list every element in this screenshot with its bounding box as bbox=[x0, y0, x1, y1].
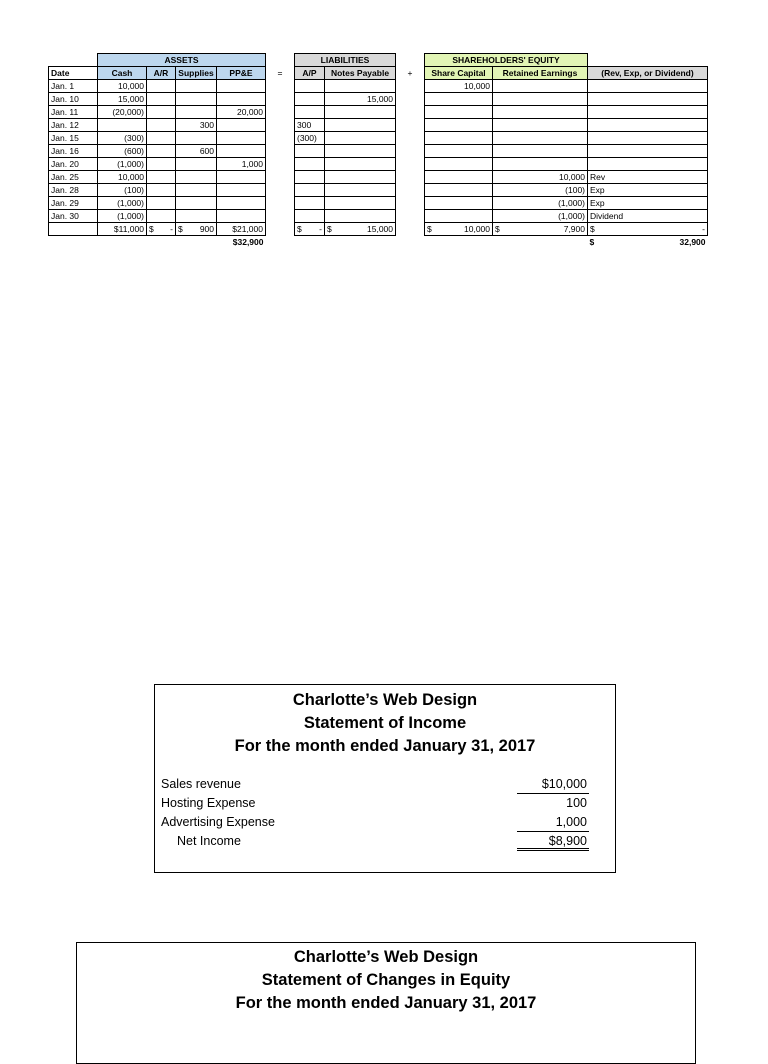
income-lines bbox=[161, 775, 589, 851]
row-share-capital bbox=[425, 145, 493, 158]
total-note: - bbox=[702, 224, 705, 234]
row-gap bbox=[396, 119, 425, 132]
row-ap bbox=[295, 184, 325, 197]
row-notes-payable: 15,000 bbox=[325, 93, 396, 106]
row-retained-earnings: (1,000) bbox=[493, 197, 588, 210]
total-notes: 15,000 bbox=[367, 224, 393, 234]
income-line-net bbox=[161, 832, 589, 851]
table-row bbox=[49, 210, 708, 223]
total-ar-symbol: $ bbox=[149, 224, 154, 234]
total-retained-symbol: $ bbox=[495, 224, 500, 234]
row-cash: (600) bbox=[98, 145, 147, 158]
row-gap bbox=[266, 145, 295, 158]
row-ppe: 1,000 bbox=[217, 158, 266, 171]
col-share-capital: Share Capital bbox=[425, 67, 493, 80]
row-ar bbox=[147, 106, 176, 119]
income-line-label: Advertising Expense bbox=[161, 815, 275, 829]
row-date: Jan. 25 bbox=[49, 171, 98, 184]
row-gap bbox=[396, 184, 425, 197]
row-ar bbox=[147, 93, 176, 106]
row-notes-payable bbox=[325, 119, 396, 132]
row-ap bbox=[295, 171, 325, 184]
row-supplies: 300 bbox=[176, 119, 217, 132]
row-retained-earnings bbox=[493, 106, 588, 119]
row-note bbox=[588, 106, 708, 119]
row-date: Jan. 28 bbox=[49, 184, 98, 197]
col-retained-earnings: Retained Earnings bbox=[493, 67, 588, 80]
row-share-capital bbox=[425, 119, 493, 132]
row-ar bbox=[147, 80, 176, 93]
row-date: Jan. 11 bbox=[49, 106, 98, 119]
row-ar bbox=[147, 171, 176, 184]
table-row bbox=[49, 93, 708, 106]
row-ap bbox=[295, 158, 325, 171]
row-note bbox=[588, 119, 708, 132]
row-supplies bbox=[176, 80, 217, 93]
row-ppe bbox=[217, 197, 266, 210]
row-ppe bbox=[217, 119, 266, 132]
row-date: Jan. 29 bbox=[49, 197, 98, 210]
row-date: Jan. 15 bbox=[49, 132, 98, 145]
total-ppe: $21,000 bbox=[217, 223, 266, 236]
row-gap bbox=[396, 158, 425, 171]
row-retained-earnings bbox=[493, 119, 588, 132]
col-ppe: PP&E bbox=[217, 67, 266, 80]
row-date: Jan. 30 bbox=[49, 210, 98, 223]
row-ppe bbox=[217, 93, 266, 106]
total-supplies: 900 bbox=[199, 224, 214, 234]
grand-total-symbol: $ bbox=[589, 237, 595, 247]
row-ppe: 20,000 bbox=[217, 106, 266, 119]
totals-row bbox=[49, 223, 708, 236]
row-gap bbox=[266, 80, 295, 93]
row-ar bbox=[147, 119, 176, 132]
income-title: Statement of Income bbox=[303, 714, 467, 732]
row-cash bbox=[98, 119, 147, 132]
row-ap bbox=[295, 197, 325, 210]
table-row bbox=[49, 184, 708, 197]
liabilities-header: LIABILITIES bbox=[295, 54, 396, 67]
table-row bbox=[49, 197, 708, 210]
row-supplies bbox=[176, 210, 217, 223]
table-row bbox=[49, 119, 708, 132]
row-cash: (1,000) bbox=[98, 197, 147, 210]
row-gap bbox=[396, 106, 425, 119]
total-share-capital-symbol: $ bbox=[427, 224, 432, 234]
row-note bbox=[588, 158, 708, 171]
row-date: Jan. 10 bbox=[49, 93, 98, 106]
income-line-label: Hosting Expense bbox=[161, 796, 256, 810]
row-date: Jan. 20 bbox=[49, 158, 98, 171]
equity-company-name: Charlotte’s Web Design bbox=[293, 948, 479, 966]
row-gap bbox=[266, 132, 295, 145]
row-ar bbox=[147, 132, 176, 145]
table-row bbox=[49, 132, 708, 145]
row-gap bbox=[266, 197, 295, 210]
row-notes-payable bbox=[325, 158, 396, 171]
table-row bbox=[49, 106, 708, 119]
row-notes-payable bbox=[325, 145, 396, 158]
row-ppe bbox=[217, 210, 266, 223]
row-gap bbox=[396, 145, 425, 158]
row-share-capital bbox=[425, 171, 493, 184]
col-note: (Rev, Exp, or Dividend) bbox=[588, 67, 708, 80]
row-gap bbox=[396, 93, 425, 106]
row-share-capital bbox=[425, 184, 493, 197]
row-notes-payable bbox=[325, 184, 396, 197]
grand-total-row bbox=[49, 236, 708, 249]
income-line-amount: 100 bbox=[566, 796, 587, 810]
total-supplies-symbol: $ bbox=[178, 224, 183, 234]
row-retained-earnings: 10,000 bbox=[493, 171, 588, 184]
row-note: Rev bbox=[588, 171, 708, 184]
income-period: For the month ended January 31, 2017 bbox=[234, 737, 536, 755]
income-line bbox=[161, 794, 589, 813]
equity-period: For the month ended January 31, 2017 bbox=[235, 994, 537, 1012]
income-statement bbox=[154, 684, 616, 873]
row-supplies bbox=[176, 197, 217, 210]
row-note bbox=[588, 145, 708, 158]
row-cash: 10,000 bbox=[98, 171, 147, 184]
row-share-capital bbox=[425, 210, 493, 223]
row-ar bbox=[147, 158, 176, 171]
income-line bbox=[161, 775, 589, 794]
row-notes-payable bbox=[325, 210, 396, 223]
row-ppe bbox=[217, 184, 266, 197]
row-ar bbox=[147, 197, 176, 210]
row-gap bbox=[396, 197, 425, 210]
row-share-capital bbox=[425, 197, 493, 210]
row-cash: 10,000 bbox=[98, 80, 147, 93]
total-notes-symbol: $ bbox=[327, 224, 332, 234]
table-row bbox=[49, 80, 708, 93]
row-gap bbox=[396, 171, 425, 184]
row-retained-earnings bbox=[493, 80, 588, 93]
equity-title: Statement of Changes in Equity bbox=[261, 971, 511, 989]
row-ap bbox=[295, 210, 325, 223]
row-ap bbox=[295, 93, 325, 106]
row-retained-earnings: (100) bbox=[493, 184, 588, 197]
row-share-capital bbox=[425, 132, 493, 145]
row-retained-earnings bbox=[493, 93, 588, 106]
row-note: Exp bbox=[588, 197, 708, 210]
total-share-capital: 10,000 bbox=[464, 224, 490, 234]
row-ppe bbox=[217, 132, 266, 145]
total-ap-symbol: $ bbox=[297, 224, 302, 234]
income-line-label: Net Income bbox=[177, 834, 241, 848]
row-ppe bbox=[217, 80, 266, 93]
row-gap bbox=[266, 210, 295, 223]
row-retained-earnings bbox=[493, 145, 588, 158]
income-line-amount: $10,000 bbox=[517, 775, 589, 794]
row-date: Jan. 16 bbox=[49, 145, 98, 158]
row-notes-payable bbox=[325, 106, 396, 119]
row-note: Exp bbox=[588, 184, 708, 197]
row-share-capital bbox=[425, 106, 493, 119]
row-gap bbox=[396, 132, 425, 145]
income-line bbox=[161, 813, 589, 832]
row-share-capital bbox=[425, 158, 493, 171]
row-ar bbox=[147, 184, 176, 197]
net-income-amount: $8,900 bbox=[517, 832, 589, 851]
row-notes-payable bbox=[325, 132, 396, 145]
row-note bbox=[588, 80, 708, 93]
income-company-name: Charlotte’s Web Design bbox=[292, 691, 478, 709]
table-row bbox=[49, 171, 708, 184]
row-ap: (300) bbox=[295, 132, 325, 145]
total-ap: - bbox=[319, 224, 322, 234]
row-ar bbox=[147, 145, 176, 158]
col-supplies: Supplies bbox=[176, 67, 217, 80]
row-note bbox=[588, 132, 708, 145]
row-cash: (100) bbox=[98, 184, 147, 197]
row-notes-payable bbox=[325, 197, 396, 210]
row-ap bbox=[295, 145, 325, 158]
row-supplies bbox=[176, 132, 217, 145]
row-note: Dividend bbox=[588, 210, 708, 223]
total-ar: - bbox=[170, 224, 173, 234]
equals-sign: = bbox=[277, 68, 283, 78]
row-notes-payable bbox=[325, 171, 396, 184]
row-supplies bbox=[176, 171, 217, 184]
row-ap: 300 bbox=[295, 119, 325, 132]
group-header-row bbox=[49, 54, 708, 67]
row-ap bbox=[295, 80, 325, 93]
row-date: Jan. 12 bbox=[49, 119, 98, 132]
grand-total-liab-equity: 32,900 bbox=[679, 237, 706, 247]
row-gap bbox=[266, 184, 295, 197]
total-cash: $11,000 bbox=[98, 223, 147, 236]
row-cash: (1,000) bbox=[98, 158, 147, 171]
table-row bbox=[49, 145, 708, 158]
row-ppe bbox=[217, 145, 266, 158]
total-retained: 7,900 bbox=[563, 224, 585, 234]
income-line-amount: 1,000 bbox=[517, 813, 589, 832]
row-share-capital bbox=[425, 93, 493, 106]
accounting-equation-table bbox=[48, 53, 708, 248]
row-gap bbox=[396, 210, 425, 223]
row-gap bbox=[266, 106, 295, 119]
row-supplies bbox=[176, 158, 217, 171]
row-supplies: 600 bbox=[176, 145, 217, 158]
row-gap bbox=[266, 171, 295, 184]
row-note bbox=[588, 93, 708, 106]
col-notes-payable: Notes Payable bbox=[325, 67, 396, 80]
row-retained-earnings bbox=[493, 158, 588, 171]
row-gap bbox=[266, 119, 295, 132]
col-cash: Cash bbox=[98, 67, 147, 80]
row-retained-earnings bbox=[493, 132, 588, 145]
row-date: Jan. 1 bbox=[49, 80, 98, 93]
row-supplies bbox=[176, 106, 217, 119]
column-header-row bbox=[49, 67, 708, 80]
row-cash: (300) bbox=[98, 132, 147, 145]
plus-sign: + bbox=[407, 68, 413, 78]
income-line-label: Sales revenue bbox=[161, 777, 241, 791]
equity-header: SHAREHOLDERS' EQUITY bbox=[425, 54, 588, 67]
row-ap bbox=[295, 106, 325, 119]
row-ppe bbox=[217, 171, 266, 184]
row-cash: (1,000) bbox=[98, 210, 147, 223]
col-ap: A/P bbox=[295, 67, 325, 80]
table-row bbox=[49, 158, 708, 171]
row-supplies bbox=[176, 184, 217, 197]
col-ar: A/R bbox=[147, 67, 176, 80]
row-gap bbox=[266, 158, 295, 171]
row-cash: (20,000) bbox=[98, 106, 147, 119]
col-date: Date bbox=[49, 67, 98, 80]
row-gap bbox=[396, 80, 425, 93]
row-retained-earnings: (1,000) bbox=[493, 210, 588, 223]
assets-header: ASSETS bbox=[98, 54, 266, 67]
row-supplies bbox=[176, 93, 217, 106]
row-ar bbox=[147, 210, 176, 223]
row-notes-payable bbox=[325, 80, 396, 93]
row-cash: 15,000 bbox=[98, 93, 147, 106]
equity-statement bbox=[76, 942, 696, 1064]
grand-total-assets: $32,900 bbox=[232, 237, 264, 247]
total-note-symbol: $ bbox=[590, 224, 595, 234]
row-share-capital: 10,000 bbox=[425, 80, 493, 93]
row-gap bbox=[266, 93, 295, 106]
